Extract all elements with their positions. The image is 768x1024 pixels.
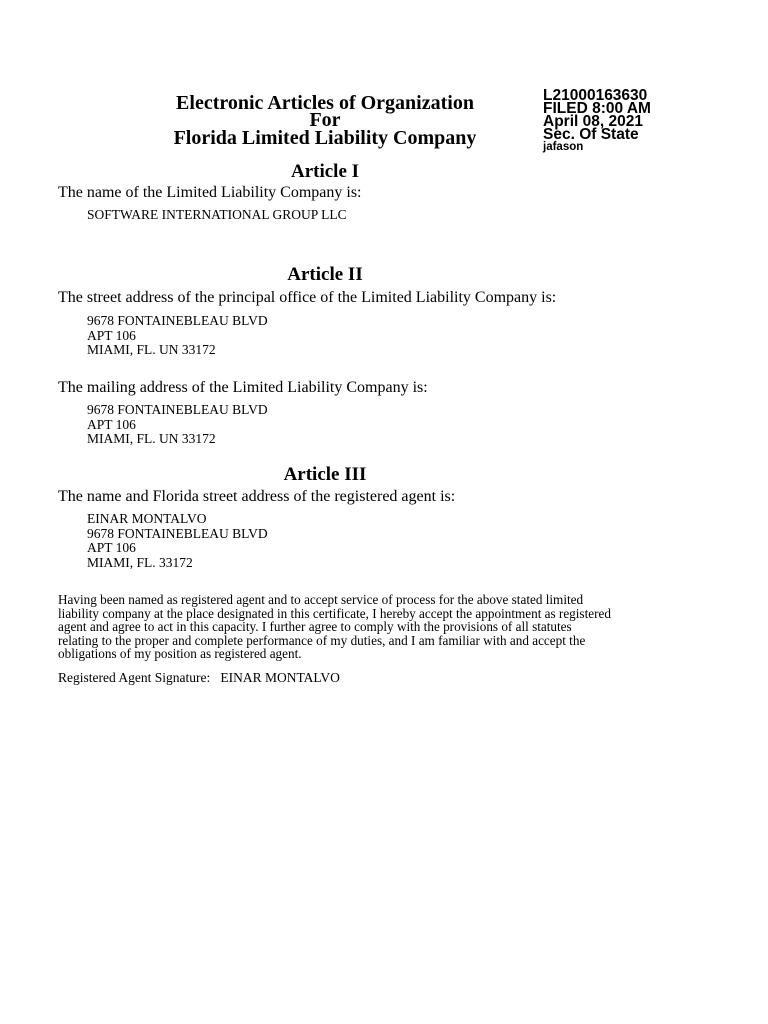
acceptance-line: liability company at the place designated in this certificate, I hereby accept the appointment as registered xyxy=(58,605,611,621)
registered-agent-line-1: 9678 FONTAINEBLEAU BLVD xyxy=(87,525,268,541)
principal-address-line-3: MIAMI, FL. UN 33172 xyxy=(87,342,216,357)
mailing-address-line-3: MIAMI, FL. UN 33172 xyxy=(87,431,216,446)
mailing-address-line-1: 9678 FONTAINEBLEAU BLVD xyxy=(87,402,268,417)
signature-label: Registered Agent Signature: xyxy=(58,670,211,685)
acceptance-line: Having been named as registered agent and to accept service of process for the above stated limited xyxy=(58,592,584,607)
registered-agent-address xyxy=(87,512,268,570)
principal-address-line-2: APT 106 xyxy=(87,327,136,343)
filing-clerk: jafason xyxy=(543,141,584,153)
registered-agent-name: EINAR MONTALVO xyxy=(87,511,207,526)
filing-office: Sec. Of State xyxy=(543,126,639,143)
acceptance-line: agent and agree to act in this capacity. I further agree to comply with the provisions of all statutes xyxy=(58,619,572,635)
filing-stamp xyxy=(543,89,651,154)
article-2-heading: Article II xyxy=(287,264,363,285)
principal-office-statement: The street address of the principal office of the Limited Liability Company is: xyxy=(58,289,557,306)
principal-address xyxy=(87,314,268,358)
mailing-address-statement: The mailing address of the Limited Liability Company is: xyxy=(58,379,428,396)
article-1-statement: The name of the Limited Liability Company is: xyxy=(58,184,362,201)
article-3-heading: Article III xyxy=(283,464,367,485)
document-number: L21000163630 xyxy=(543,87,648,104)
principal-address-line-1: 9678 FONTAINEBLEAU BLVD xyxy=(87,313,268,328)
registered-agent-line-2: APT 106 xyxy=(87,540,136,555)
mailing-address-line-2: APT 106 xyxy=(87,416,136,432)
signature-value: EINAR MONTALVO xyxy=(220,670,340,685)
registered-agent-line-3: MIAMI, FL. 33172 xyxy=(87,554,193,570)
company-name-block xyxy=(87,208,347,223)
acceptance-line: obligations of my position as registered agent. xyxy=(58,646,302,662)
document-title-line-1: Electronic Articles of Organization xyxy=(176,92,474,114)
document-title-line-3: Florida Limited Liability Company xyxy=(173,127,477,149)
article-1-heading: Article I xyxy=(290,161,360,182)
agent-acceptance-paragraph xyxy=(58,593,718,661)
company-name: SOFTWARE INTERNATIONAL GROUP LLC xyxy=(87,207,347,222)
filed-time: FILED 8:00 AM xyxy=(543,100,651,117)
document-title-line-2: For xyxy=(309,109,341,131)
mailing-address xyxy=(87,403,268,447)
registered-agent-signature xyxy=(58,670,340,685)
acceptance-line: relating to the proper and complete performance of my duties, and I am familiar with and accept the xyxy=(58,632,586,648)
filed-date: April 08, 2021 xyxy=(543,113,643,130)
registered-agent-statement: The name and Florida street address of the registered agent is: xyxy=(58,488,456,505)
